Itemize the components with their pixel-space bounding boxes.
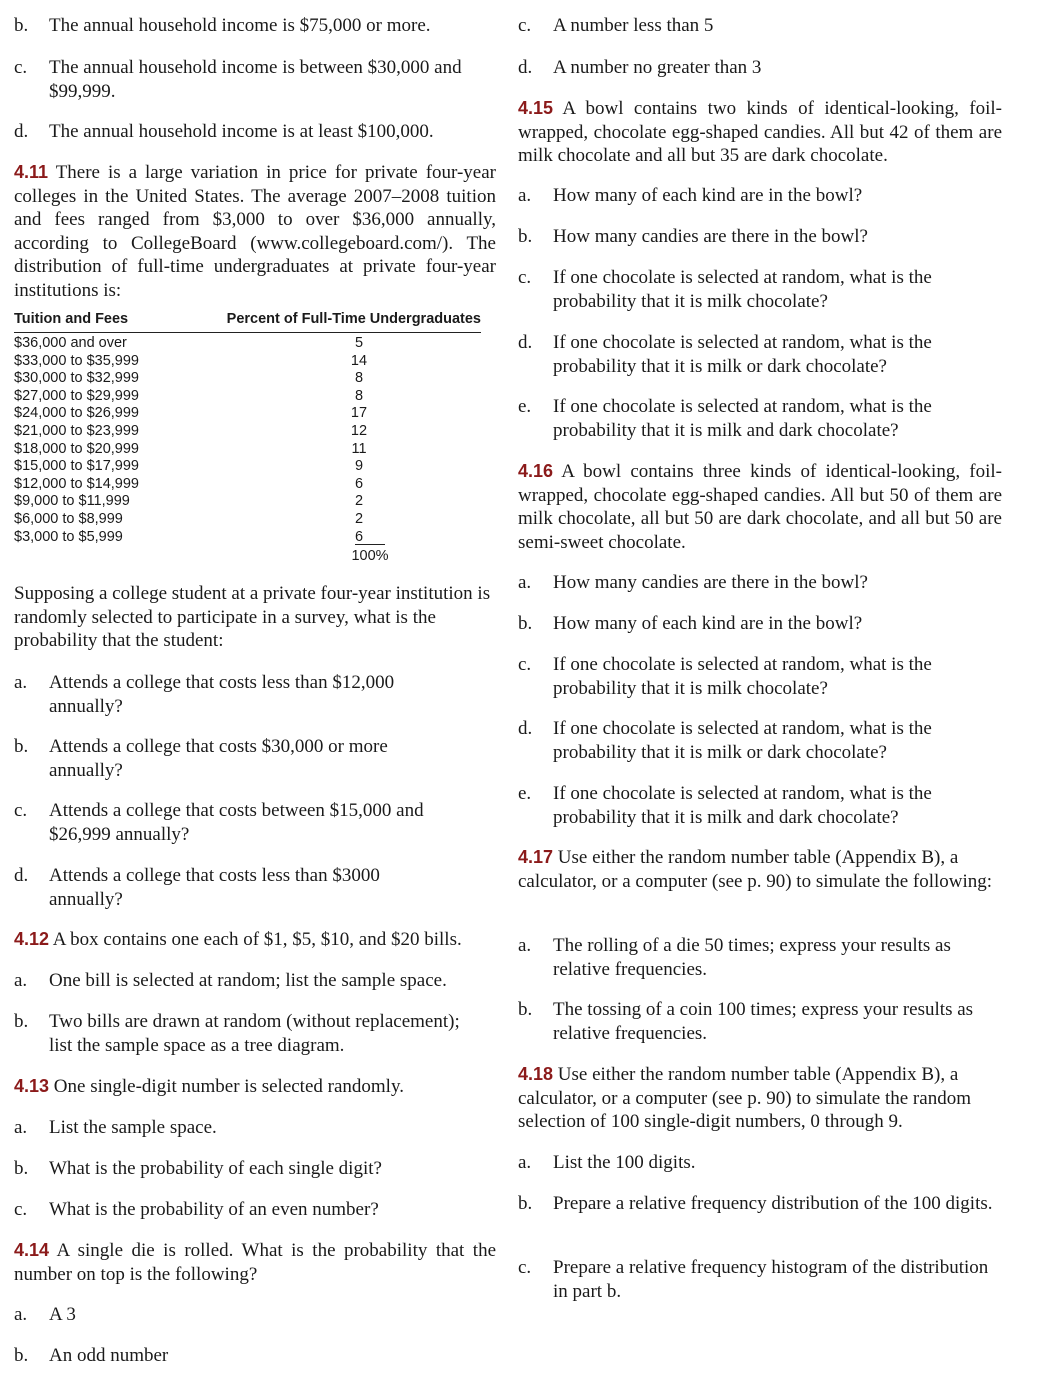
list-item: a. A 3 bbox=[14, 1304, 76, 1325]
table-row: $30,000 to $32,999 8 bbox=[14, 370, 364, 387]
table-row: $3,000 to $5,999 6 bbox=[14, 528, 364, 545]
list-item: c. If one chocolate is selected at random, what is the probability that it is milk chocolate? bbox=[518, 267, 932, 312]
table-row: $9,000 to $11,999 2 bbox=[14, 493, 364, 510]
list-item: c. Prepare a relative frequency histogram of the distribution in part b. bbox=[518, 1257, 989, 1302]
exercise-4-11 bbox=[14, 161, 496, 302]
exercise-4-12 bbox=[14, 928, 496, 952]
list-item: d. The annual household income is at least $100,000. bbox=[14, 121, 434, 142]
table-row: $27,000 to $29,999 8 bbox=[14, 387, 364, 404]
list-item: a. List the sample space. bbox=[14, 1117, 217, 1138]
list-item: b. Two bills are drawn at random (without replacement); list the sample space as a tree diagram. bbox=[14, 1011, 460, 1056]
list-item: a. One bill is selected at random; list the sample space. bbox=[14, 970, 447, 991]
list-item: a. Attends a college that costs less than $12,000 annually? bbox=[14, 672, 395, 717]
exercise-4-18 bbox=[518, 1063, 1002, 1134]
exercise-text: Use either the random number table (Appendix B), a calculator, or a computer (see p. 90) to simulate the following: bbox=[518, 847, 993, 892]
exercise-4-15 bbox=[518, 97, 1002, 168]
list-item: d. If one chocolate is selected at random, what is the probability that it is milk or dark chocolate? bbox=[518, 332, 932, 377]
list-item: c. What is the probability of an even number? bbox=[14, 1199, 379, 1220]
table-row: $21,000 to $23,999 12 bbox=[14, 422, 368, 439]
table-row: $24,000 to $26,999 17 bbox=[14, 405, 368, 422]
list-item: b. An odd number bbox=[14, 1345, 169, 1366]
exercise-text: A box contains one each of $1, $5, $10, and $20 bills. bbox=[52, 929, 462, 950]
list-item: c. Attends a college that costs between $15,000 and $26,999 annually? bbox=[14, 800, 424, 845]
exercise-4-14 bbox=[14, 1239, 496, 1286]
exercise-text: One single-digit number is selected randomly. bbox=[53, 1076, 404, 1097]
table-total: 100% bbox=[351, 548, 389, 564]
exercise-number: 4.17 bbox=[518, 847, 554, 867]
exercise-4-16 bbox=[518, 460, 1002, 554]
exercise-4-17 bbox=[518, 846, 1002, 893]
exercise-text: There is a large variation in price for private four-year colleges in the United States. The average 2007–2008 tuition and fees ranged from $3,000 to over $36,000 annually, according to CollegeBoard (www.collegeboard.com/). The distribution of full-time undergraduates at private four-year institutions is: bbox=[14, 162, 496, 301]
exercise-number: 4.13 bbox=[14, 1076, 50, 1096]
list-item: b. Prepare a relative frequency distribution of the 100 digits. bbox=[518, 1193, 993, 1214]
exercise-text: A bowl contains two kinds of identical-looking, foil-wrapped, chocolate egg-shaped candies. All but 42 of them are milk chocolate and all but 35 are dark chocolate. bbox=[518, 98, 1002, 166]
table-row: $15,000 to $17,999 9 bbox=[14, 458, 364, 475]
list-item: a. List the 100 digits. bbox=[518, 1152, 696, 1173]
exercise-question: Supposing a college student at a private four-year institution is randomly selected to participate in a survey, what is the probability that the student: bbox=[14, 583, 491, 651]
table-row: $12,000 to $14,999 6 bbox=[14, 475, 364, 492]
list-item: c. If one chocolate is selected at random, what is the probability that it is milk chocolate? bbox=[518, 654, 932, 699]
list-item: c. The annual household income is between $30,000 and $99,999. bbox=[14, 57, 462, 102]
list-item: b. The annual household income is $75,000 or more. bbox=[14, 15, 431, 36]
table-total-rule bbox=[355, 544, 385, 545]
tuition-table bbox=[14, 335, 481, 546]
list-item: e. If one chocolate is selected at random, what is the probability that it is milk and dark chocolate? bbox=[518, 396, 932, 441]
list-item: b. How many of each kind are in the bowl? bbox=[518, 613, 863, 634]
exercise-text: A bowl contains three kinds of identical-looking, foil-wrapped, chocolate egg-shaped candies. All but 50 of them are milk chocolate, all but 50 are dark chocolate, and all but 50 are semi-sweet chocolate. bbox=[518, 461, 1003, 553]
exercise-number: 4.15 bbox=[518, 98, 554, 118]
exercise-number: 4.14 bbox=[14, 1240, 50, 1260]
table-row: $18,000 to $20,999 11 bbox=[14, 440, 367, 457]
exercise-number: 4.12 bbox=[14, 929, 50, 949]
exercise-number: 4.16 bbox=[518, 461, 554, 481]
table-row: $36,000 and over 5 bbox=[14, 335, 364, 351]
list-item: a. How many of each kind are in the bowl? bbox=[518, 185, 863, 206]
exercise-number: 4.11 bbox=[14, 162, 49, 182]
exercise-4-13 bbox=[14, 1075, 496, 1099]
list-item: b. Attends a college that costs $30,000 or more annually? bbox=[14, 736, 388, 781]
list-item: b. How many candies are there in the bowl? bbox=[518, 226, 868, 247]
list-item: c. A number less than 5 bbox=[518, 15, 714, 36]
list-item: d. If one chocolate is selected at random, what is the probability that it is milk or dark chocolate? bbox=[518, 718, 932, 763]
table-header: Tuition and Fees Percent of Full-Time Undergraduates bbox=[14, 308, 481, 333]
list-item: d. Attends a college that costs less than $3000 annually? bbox=[14, 865, 380, 910]
table-row: $33,000 to $35,999 14 bbox=[14, 352, 368, 369]
list-item: b. What is the probability of each single digit? bbox=[14, 1158, 382, 1179]
exercise-text: Use either the random number table (Appendix B), a calculator, or a computer (see p. 90) to simulate the random selection of 100 single-digit numbers, 0 through 9. bbox=[518, 1064, 971, 1132]
exercise-text: A single die is rolled. What is the probability that the number on top is the following? bbox=[14, 1240, 497, 1285]
list-item: b. The tossing of a coin 100 times; express your results as relative frequencies. bbox=[518, 999, 974, 1044]
list-item: d. A number no greater than 3 bbox=[518, 57, 762, 78]
exercise-number: 4.18 bbox=[518, 1064, 554, 1084]
list-item: a. How many candies are there in the bowl? bbox=[518, 572, 868, 593]
table-row: $6,000 to $8,999 2 bbox=[14, 510, 364, 527]
list-item: a. The rolling of a die 50 times; express your results as relative frequencies. bbox=[518, 935, 951, 980]
list-item: e. If one chocolate is selected at random, what is the probability that it is milk and dark chocolate? bbox=[518, 783, 932, 828]
